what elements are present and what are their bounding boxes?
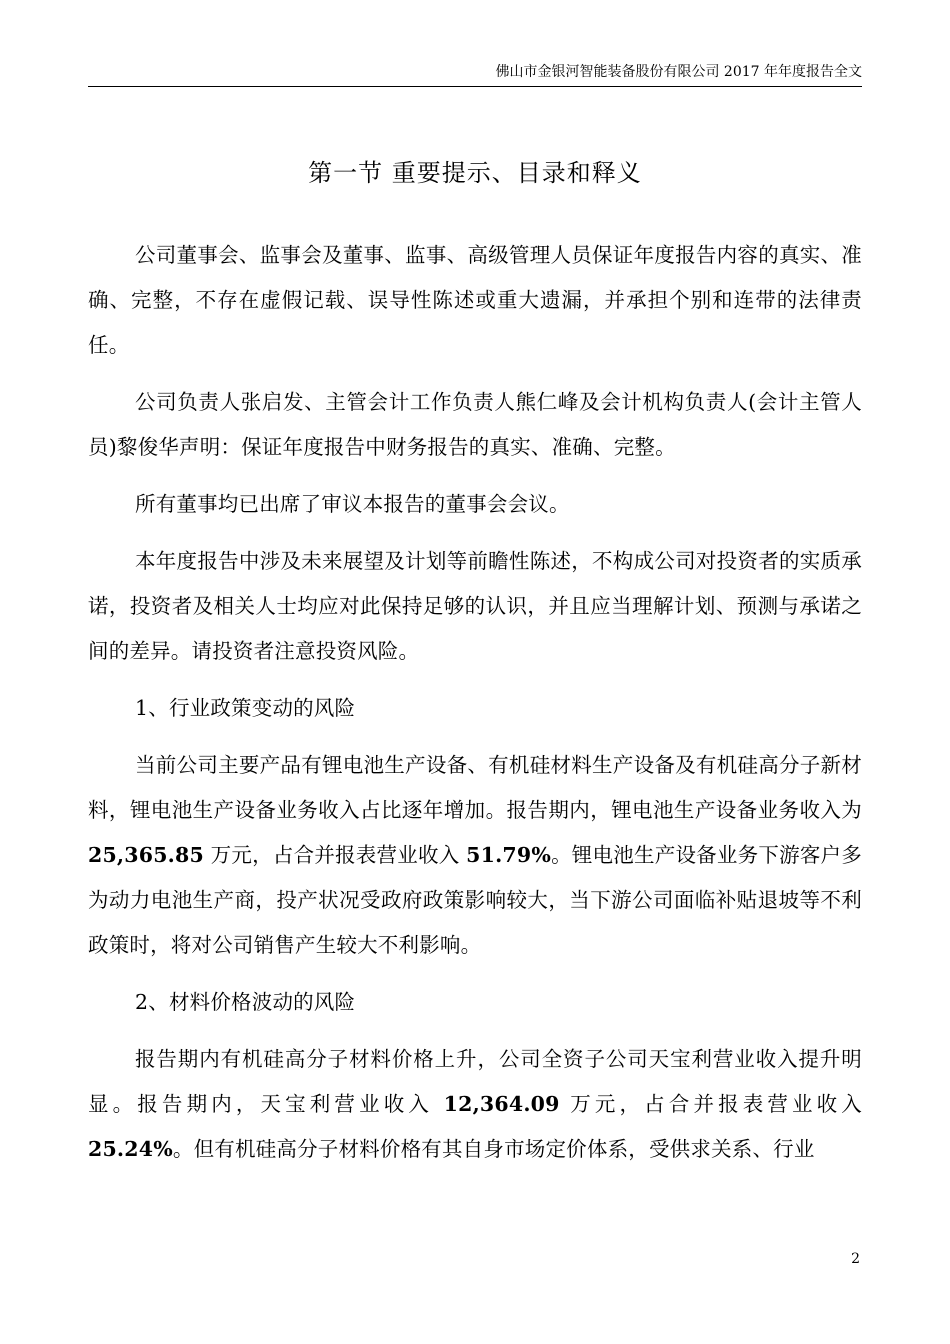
- report-body: [88, 233, 862, 1172]
- section-title: 第一节 重要提示、目录和释义: [308, 159, 642, 187]
- risk2-text-3: 。但有机硅高分子材料价格有其自身市场定价体系，受供求关系、行业: [172, 1137, 815, 1161]
- paragraph-board-guarantee: 公司董事会、监事会及董事、监事、高级管理人员保证年度报告内容的真实、准确、完整，不存在虚假记载、误导性陈述或重大遗漏，并承担个别和连带的法律责任。: [88, 243, 862, 357]
- risk2-text-2: 万元，占合并报表营业收入: [559, 1092, 862, 1116]
- paragraph-forward-looking: 本年度报告中涉及未来展望及计划等前瞻性陈述，不构成公司对投资者的实质承诺，投资者及相关人士均应对此保持足够的认识，并且应当理解计划、预测与承诺之间的差异。请投资者注意投资风险。: [88, 549, 862, 663]
- risk1-text-2: 万元，占合并报表营业收入: [203, 843, 467, 867]
- risk2-revenue-share: 25.24%: [88, 1137, 173, 1161]
- risk1-text-1: 当前公司主要产品有锂电池生产设备、有机硅材料生产设备及有机硅高分子新材料，锂电池生产设备业务收入占比逐年增加。报告期内，锂电池生产设备业务收入为: [88, 753, 862, 822]
- paragraph-officer-statement: 公司负责人张启发、主管会计工作负责人熊仁峰及会计机构负责人(会计主管人员)黎俊华声明：保证年度报告中财务报告的真实、准确、完整。: [88, 390, 862, 459]
- risk-heading-material-price: 2、材料价格波动的风险: [135, 990, 356, 1014]
- risk1-revenue-share: 51.79%: [466, 843, 552, 867]
- page-number: 2: [851, 1251, 860, 1267]
- header-divider: [88, 86, 862, 87]
- risk-heading-policy: 1、行业政策变动的风险: [135, 696, 356, 720]
- running-header: 佛山市金银河智能装备股份有限公司 2017 年年度报告全文: [495, 64, 862, 80]
- risk2-text-1: 报告期内有机硅高分子材料价格上升，公司全资子公司天宝利营业收入提升明显。报告期内，天宝利营业收入: [88, 1047, 862, 1116]
- paragraph-policy-risk: [88, 743, 862, 968]
- paragraph-directors-attendance: 所有董事均已出席了审议本报告的董事会会议。: [135, 492, 570, 516]
- risk1-text-3: 。锂电池生产设备业务下游客户多为动力电池生产商，投产状况受政府政策影响较大，当下游公司面临补贴退坡等不利政策时，将对公司销售产生较大不利影响。: [88, 843, 862, 957]
- risk2-revenue-value: 12,364.09: [443, 1092, 560, 1116]
- risk1-revenue-value: 25,365.85: [88, 843, 204, 867]
- paragraph-material-price-risk: [88, 1037, 862, 1172]
